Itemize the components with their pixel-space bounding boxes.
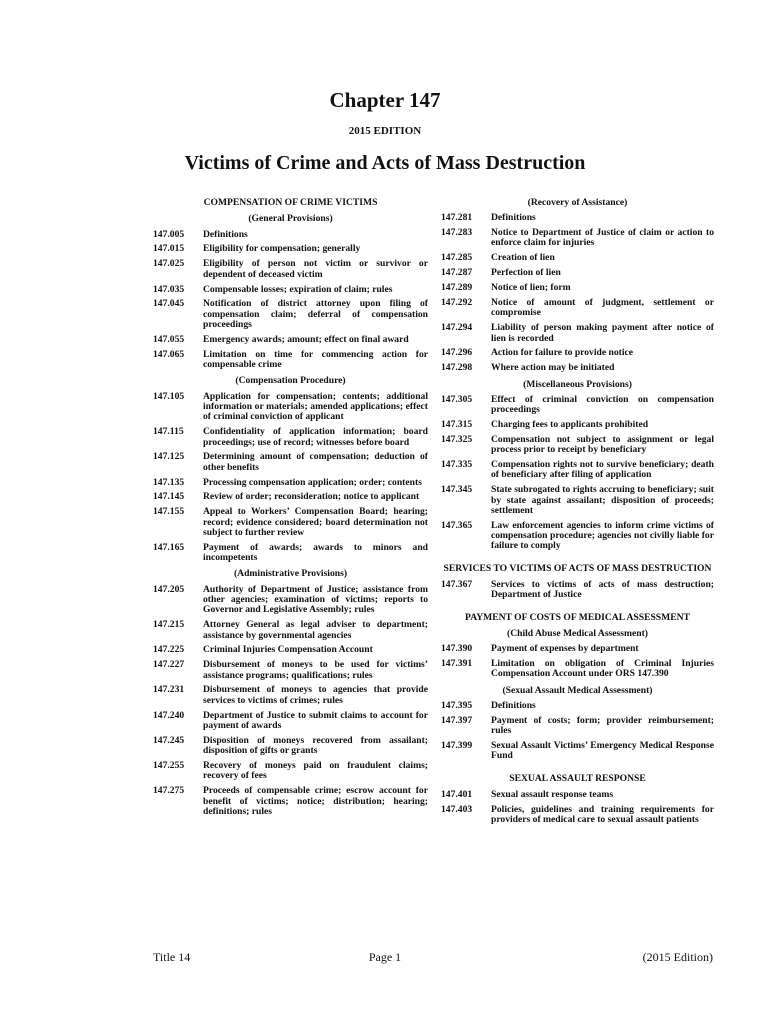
section-entry (153, 299, 428, 330)
section-number: 147.287 (441, 267, 473, 279)
section-description: Charging fees to applicants prohibited (491, 419, 649, 431)
section-number: 147.205 (153, 583, 185, 595)
section-entry (153, 711, 428, 732)
section-number: 147.335 (441, 459, 473, 471)
section-description: Proceeds of compensable crime; escrow account for benefit of victims; notice; distribution; hearing; definitions; rules (203, 785, 428, 817)
section-description: Review of order; reconsideration; notice to applicant (203, 491, 420, 503)
section-entry (441, 298, 714, 319)
section-subheading: (General Provisions) (248, 213, 333, 225)
section-description: Authority of Department of Justice; assistance from other agencies; examination of victims; reports to Governor and Legislative Assembly; rules (203, 583, 428, 616)
section-description: Attorney General as legal adviser to department; assistance by governmental agencies (203, 619, 428, 641)
section-entry (441, 420, 714, 430)
document-title: Victims of Crime and Acts of Mass Destruction (184, 152, 586, 174)
section-description: Definitions (491, 212, 536, 224)
section-description: Payment of costs; form; provider reimbursement; rules (491, 714, 714, 737)
section-description: Compensation not subject to assignment or legal process prior to receipt by beneficiary (491, 433, 714, 456)
section-number: 147.345 (441, 484, 473, 496)
section-description: Eligibility of person not victim or survivor or dependent of deceased victim (203, 258, 428, 280)
section-number: 147.005 (153, 228, 185, 240)
section-entry (441, 485, 714, 516)
section-description: Criminal Injuries Compensation Account (203, 644, 373, 656)
section-entry (153, 230, 428, 240)
section-entry (153, 685, 428, 706)
section-description: Notice to Department of Justice of claim or action to enforce claim for injuries (491, 227, 714, 249)
section-subheading: (Compensation Procedure) (235, 375, 346, 387)
section-entry (153, 335, 428, 345)
section-entry (441, 741, 714, 762)
section-description: Disbursement of moneys to be used for victims’ assistance programs; qualifications; rules (203, 659, 428, 681)
section-description: Department of Justice to submit claims to account for payment of awards (203, 709, 428, 731)
section-entry (153, 492, 428, 502)
section-entry (441, 323, 714, 344)
section-description: Notification of district attorney upon filing of compensation claim; deferral of compensation proceedings (203, 298, 428, 331)
section-number: 147.105 (153, 390, 185, 402)
section-number: 147.255 (153, 760, 185, 772)
section-description: Disbursement of moneys to agencies that provide services to victims of crimes; rules (203, 684, 428, 706)
section-number: 147.294 (441, 322, 473, 334)
section-entry (441, 363, 714, 373)
section-description: Perfection of lien (491, 267, 561, 279)
section-subheading: (Recovery of Assistance) (527, 197, 628, 208)
section-number: 147.155 (153, 506, 185, 518)
section-entry (441, 460, 714, 481)
section-description: Emergency awards; amount; effect on final award (203, 333, 409, 345)
section-number: 147.065 (153, 348, 185, 360)
section-number: 147.281 (441, 212, 473, 224)
section-number: 147.215 (153, 619, 185, 631)
section-description: Processing compensation application; order; contents (203, 476, 422, 488)
section-entry (153, 244, 428, 254)
section-description: Action for failure to provide notice (491, 347, 634, 359)
section-description: Disposition of moneys recovered from assailant; disposition of gifts or grants (203, 734, 428, 757)
section-entry (441, 348, 714, 358)
section-entry (153, 392, 428, 423)
section-entry (153, 660, 428, 681)
section-description: Determining amount of compensation; deduction of other benefits (203, 451, 428, 473)
section-description: Law enforcement agencies to inform crime victims of compensation procedure; agencies not civilly liable for failure to comply (491, 519, 714, 552)
section-entry (441, 435, 714, 456)
section-number: 147.245 (153, 734, 185, 746)
section-number: 147.285 (441, 252, 473, 264)
edition-label: 2015 EDITION (348, 125, 422, 137)
section-subheading: (Administrative Provisions) (233, 568, 348, 580)
section-number: 147.289 (441, 282, 473, 294)
section-entry (153, 645, 428, 655)
section-description: Sexual assault response teams (491, 788, 614, 800)
section-description: Compensable losses; expiration of claim; rules (203, 283, 393, 295)
section-entry (441, 213, 714, 223)
chapter-title: Chapter 147 (329, 88, 441, 112)
section-heading: SEXUAL ASSAULT RESPONSE (509, 772, 646, 784)
section-number: 147.315 (441, 419, 473, 431)
right-column (441, 198, 714, 830)
section-description: Payment of awards; awards to minors and incompetents (203, 541, 428, 564)
section-entry (441, 644, 714, 654)
section-number: 147.305 (441, 393, 473, 405)
section-entry (441, 268, 714, 278)
section-subheading: (Miscellaneous Provisions) (523, 378, 632, 390)
section-entry (153, 285, 428, 295)
section-entry (441, 283, 714, 293)
section-number: 147.275 (153, 785, 185, 797)
footer-edition: (2015 Edition) (642, 950, 713, 964)
section-number: 147.292 (441, 297, 473, 309)
section-description: Effect of criminal conviction on compensation proceedings (491, 393, 714, 416)
section-entry (153, 786, 428, 817)
section-description: Confidentiality of application information; board proceedings; use of record; witnesses before board (203, 426, 428, 448)
section-entry (153, 620, 428, 641)
section-description: Limitation on obligation of Criminal Injuries Compensation Account under ORS 147.390 (491, 658, 714, 680)
section-description: Notice of amount of judgment, settlement or compromise (491, 297, 714, 319)
section-entry (153, 452, 428, 473)
section-entry (153, 585, 428, 616)
section-subheading: (Sexual Assault Medical Assessment) (502, 684, 653, 696)
section-entry (153, 736, 428, 757)
section-entry (153, 478, 428, 488)
section-description: Definitions (491, 700, 536, 711)
section-number: 147.397 (441, 714, 473, 726)
section-entry (153, 427, 428, 448)
section-number: 147.145 (153, 491, 185, 503)
section-number: 147.298 (441, 362, 473, 374)
section-number: 147.135 (153, 476, 185, 488)
section-entry (153, 259, 428, 280)
section-number: 147.231 (153, 684, 185, 696)
section-number: 147.390 (441, 643, 473, 655)
footer-page-number: Page 1 (368, 950, 402, 964)
section-subheading: (Child Abuse Medical Assessment) (507, 627, 648, 639)
section-entry (441, 659, 714, 680)
section-heading: SERVICES TO VICTIMS OF ACTS OF MASS DESTRUCTION (443, 562, 712, 574)
section-number: 147.165 (153, 541, 185, 553)
section-number: 147.045 (153, 298, 185, 310)
section-entry (153, 350, 428, 371)
section-entry (153, 761, 428, 782)
section-description: Compensation rights not to survive beneficiary; death of beneficiary after filing of application (491, 459, 714, 481)
section-entry (441, 580, 714, 601)
section-number: 147.401 (441, 788, 473, 800)
section-entry (441, 716, 714, 737)
section-number: 147.125 (153, 451, 185, 463)
section-description: Liability of person making payment after notice of lien is recorded (491, 322, 714, 344)
section-description: Where action may be initiated (491, 362, 615, 374)
section-number: 147.035 (153, 283, 185, 295)
section-description: Application for compensation; contents; additional information or materials; amended applications; effect of criminal conviction of applicant (203, 390, 428, 423)
section-number: 147.403 (441, 803, 473, 815)
section-number: 147.365 (441, 519, 473, 531)
section-heading: COMPENSATION OF CRIME VICTIMS (203, 197, 378, 208)
section-entry (153, 543, 428, 564)
section-entry (441, 253, 714, 263)
section-entry (441, 395, 714, 416)
section-number: 147.115 (153, 426, 184, 438)
section-number: 147.025 (153, 258, 185, 270)
section-number: 147.325 (441, 433, 473, 445)
section-entry (153, 507, 428, 538)
section-entry (441, 521, 714, 552)
section-number: 147.399 (441, 740, 473, 752)
section-entry (441, 228, 714, 249)
section-number: 147.240 (153, 709, 185, 721)
section-description: Appeal to Workers’ Compensation Board; hearing; record; evidence considered; board determination not subject to further review (203, 506, 428, 538)
section-number: 147.283 (441, 227, 473, 239)
footer-title: Title 14 (153, 950, 191, 964)
section-description: Definitions (203, 228, 248, 240)
section-description: State subrogated to rights accruing to beneficiary; suit by state against assailant; disposition of proceeds; settlement (491, 484, 714, 516)
section-heading: PAYMENT OF COSTS OF MEDICAL ASSESSMENT (465, 611, 690, 623)
section-entry (441, 790, 714, 800)
section-number: 147.367 (441, 579, 473, 591)
section-number: 147.395 (441, 700, 473, 711)
section-description: Recovery of moneys paid on fraudulent claims; recovery of fees (203, 760, 428, 782)
section-number: 147.391 (441, 658, 473, 670)
section-description: Limitation on time for commencing action for compensable crime (203, 348, 428, 371)
section-number: 147.227 (153, 659, 185, 671)
section-number: 147.225 (153, 644, 185, 656)
section-description: Services to victims of acts of mass destruction; Department of Justice (491, 579, 714, 601)
section-description: Eligibility for compensation; generally (203, 243, 361, 255)
section-number: 147.015 (153, 243, 185, 255)
section-number: 147.296 (441, 347, 473, 359)
left-column (153, 198, 428, 822)
section-description: Policies, guidelines and training requirements for providers of medical care to sexual assault patients (491, 803, 714, 826)
section-entry (441, 701, 714, 711)
section-description: Sexual Assault Victims’ Emergency Medical Response Fund (491, 740, 714, 762)
section-description: Creation of lien (491, 252, 555, 264)
section-description: Payment of expenses by department (491, 643, 639, 655)
section-entry (441, 805, 714, 826)
section-description: Notice of lien; form (491, 282, 571, 294)
section-number: 147.055 (153, 333, 185, 345)
